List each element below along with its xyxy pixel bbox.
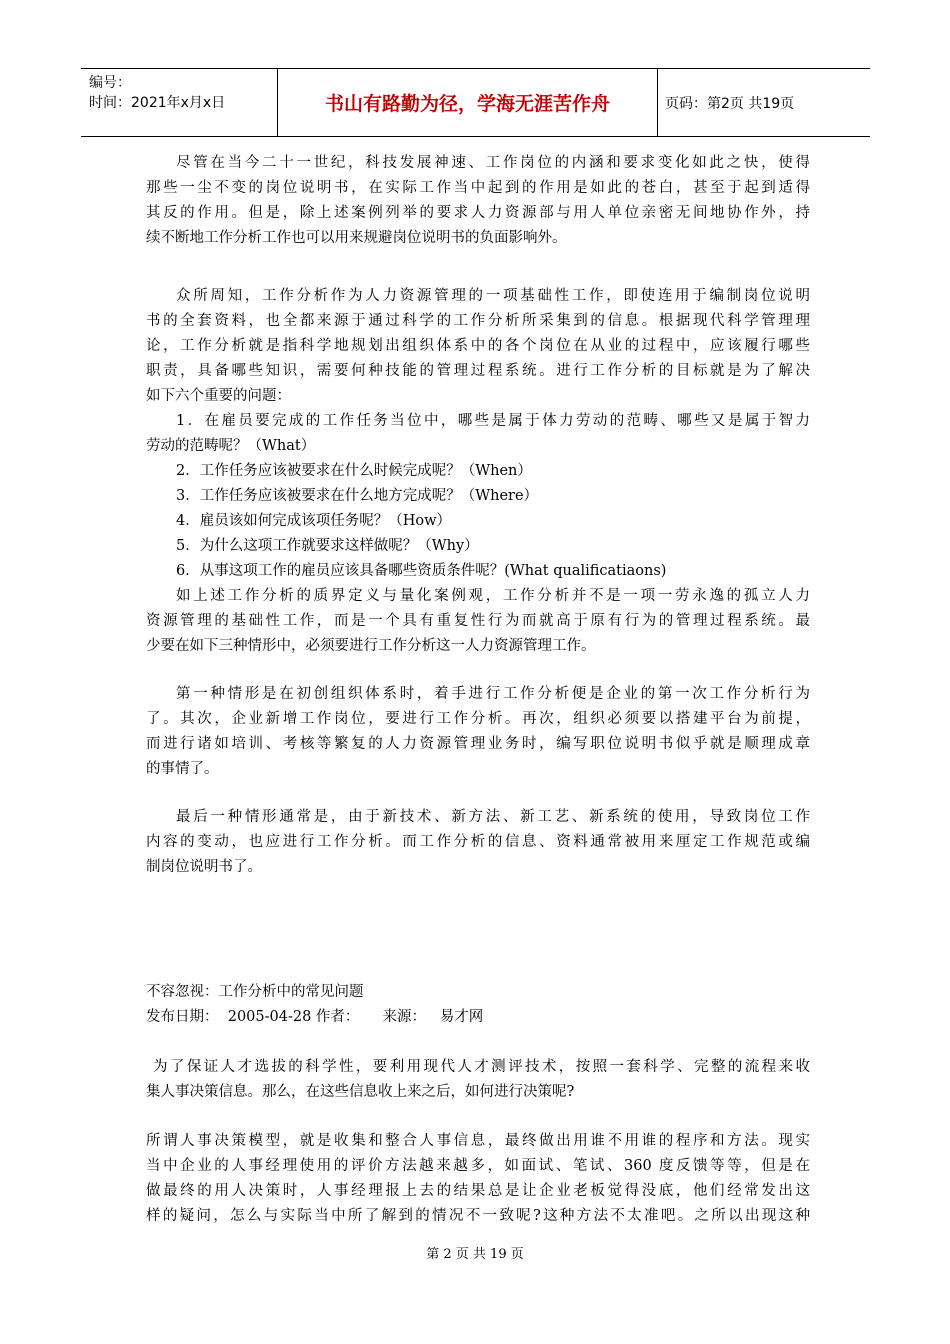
list-item: 5．为什么这项工作就要求这样做呢？（Why） [176, 538, 479, 554]
text-line: 论，工作分析就是指科学地规划出组织体系中的各个岗位在从业的过程中，应该履行哪些 [146, 338, 810, 354]
text-line: 最后一种情形通常是，由于新技术、新方法、新工艺、新系统的使用，导致岗位工作 [176, 809, 810, 825]
text-line: 的事情了。 [146, 761, 219, 777]
article-paragraph-1 [146, 1055, 810, 1105]
date-label: 时间：2021年x月x日 [89, 95, 226, 111]
list-item: 6．从事这项工作的雇员应该具备哪些资质条件呢？(What qualificatiaons) [176, 563, 667, 579]
page-header [81, 68, 870, 137]
header-meta [81, 69, 278, 136]
list-item-cont: 劳动的范畴呢？（What） [146, 438, 316, 454]
text-line: 为了保证人才选拔的科学性，要利用现代人才测评技术，按照一套科学、完整的流程来收 [146, 1059, 810, 1075]
paragraph-2 [146, 284, 810, 659]
text-line: 资源管理的基础性工作，而是一个具有重复性行为而就高于原有行为的管理过程系统。最 [146, 613, 810, 629]
article-paragraph-2 [146, 1129, 810, 1229]
text-line: 第一种情形是在初创组织体系时，着手进行工作分析便是企业的第一次工作分析行为 [176, 686, 810, 702]
text-line: 如上述工作分析的质界定义与量化案例观，工作分析并不是一项一劳永逸的孤立人力 [176, 588, 810, 604]
text-line: 尽管在当今二十一世纪，科技发展神速、工作岗位的内涵和要求变化如此之快，使得 [176, 155, 810, 171]
page-footer: 第 2 页 共 19 页 [426, 1247, 524, 1262]
header-motto: 书山有路勤为径，学海无涯苦作舟 [278, 69, 658, 136]
paragraph-3 [146, 682, 810, 782]
text-line: 样的疑问，怎么与实际当中所了解到的情况不一致呢?这种方法不太准吧。之所以出现这种 [146, 1208, 810, 1224]
paragraph-4 [146, 805, 810, 880]
paragraph-1 [146, 151, 810, 251]
list-item: 3．工作任务应该被要求在什么地方完成呢？（Where） [176, 488, 539, 504]
list-item: 4．雇员该如何完成该项任务呢？（How） [176, 513, 452, 529]
header-page-info: 页码：第2页 共19页 [665, 95, 795, 112]
article-title: 不容忽视：工作分析中的常见问题 [146, 984, 364, 1000]
text-line: 如下六个重要的问题： [146, 388, 291, 404]
list-item: 2．工作任务应该被要求在什么时候完成呢？（When） [176, 463, 532, 479]
text-line: 当中企业的人事经理使用的评价方法越来越多，如面试、笔试、360 度反馈等等，但是在 [146, 1158, 810, 1174]
article-meta: 发布日期： 2005-04-28 作者： 来源： 易才网 [146, 1009, 484, 1025]
number-label: 编号： [89, 75, 131, 91]
text-line: 职责，具备哪些知识，需要何种技能的管理过程系统。进行工作分析的目标就是为了解决 [146, 363, 810, 379]
text-line: 集人事决策信息。那么，在这些信息收上来之后，如何进行决策呢? [146, 1084, 575, 1100]
text-line: 众所周知，工作分析作为人力资源管理的一项基础性工作，即使连用于编制岗位说明 [176, 288, 810, 304]
text-line: 内容的变动，也应进行工作分析。而工作分析的信息、资料通常被用来厘定工作规范或编 [146, 834, 810, 850]
text-line: 书的全套资料，也全都来源于通过科学的工作分析所采集到的信息。根据现代科学管理理 [146, 313, 810, 329]
text-line: 做最终的用人决策时，人事经理报上去的结果总是让企业老板觉得没底，他们经常发出这 [146, 1183, 810, 1199]
list-item: 1．在雇员要完成的工作任务当位中，哪些是属于体力劳动的范畴、哪些又是属于智力 [176, 413, 810, 429]
text-line: 了。其次，企业新增工作岗位，要进行工作分析。再次，组织必须要以搭建平台为前提， [146, 711, 810, 727]
text-line: 所谓人事决策模型，就是收集和整合人事信息，最终做出用谁不用谁的程序和方法。现实 [146, 1133, 810, 1149]
article-heading [146, 980, 810, 1030]
text-line: 少要在如下三种情形中，必须要进行工作分析这一人力资源管理工作。 [146, 638, 596, 654]
text-line: 其反的作用。但是，除上述案例列举的要求人力资源部与用人单位亲密无间地协作外，持 [146, 205, 810, 221]
text-line: 而进行诸如培训、考核等繁复的人力资源管理业务时，编写职位说明书似乎就是顺理成章 [146, 736, 810, 752]
text-line: 续不断地工作分析工作也可以用来规避岗位说明书的负面影响外。 [146, 230, 567, 246]
text-line: 制岗位说明书了。 [146, 859, 262, 875]
text-line: 那些一尘不变的岗位说明书，在实际工作当中起到的作用是如此的苍白，甚至于起到适得 [146, 180, 810, 196]
